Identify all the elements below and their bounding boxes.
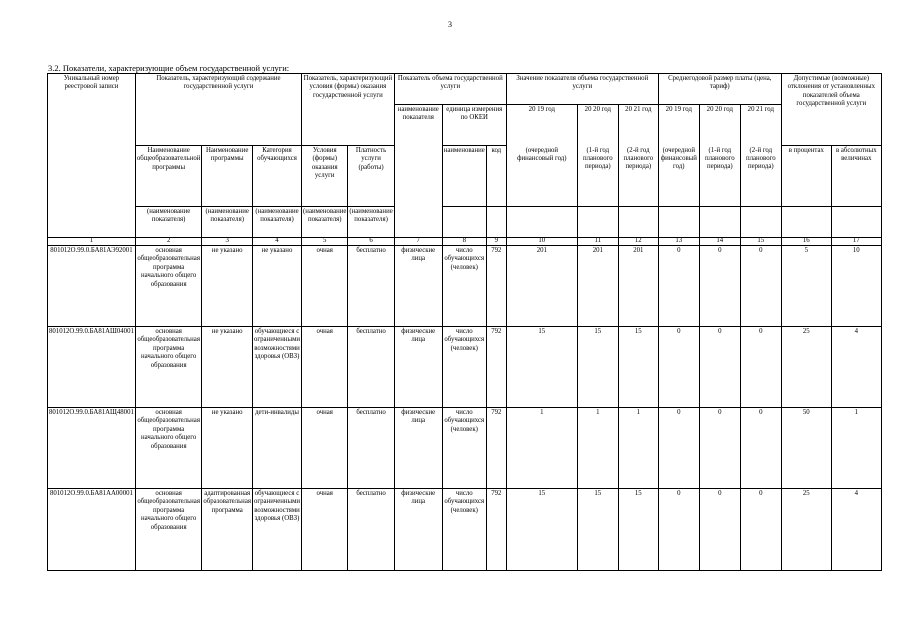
header-sub-4: (наименование показателя) bbox=[252, 207, 301, 238]
code-cell: 792 bbox=[486, 407, 506, 488]
registry-id: 801012О.99.0.БА81АШ04001 bbox=[48, 326, 136, 407]
header-period-11: (1-й год планового периода) bbox=[577, 146, 618, 207]
header-spacer bbox=[740, 207, 781, 238]
value-2020-cell: 15 bbox=[577, 326, 618, 407]
column-number: 11 bbox=[577, 238, 618, 246]
program-cell: основная общеобразовательная программа начального общего образования bbox=[135, 245, 202, 326]
column-number: 17 bbox=[831, 238, 881, 246]
value-2020-cell: 15 bbox=[577, 488, 618, 570]
program-name-cell: не указано bbox=[202, 407, 253, 488]
column-number: 7 bbox=[394, 238, 442, 246]
header-spacer bbox=[48, 207, 136, 238]
registry-id: 801012О.99.0.БА81АЭ92001 bbox=[48, 245, 136, 326]
header-indicator-name: наименование показателя bbox=[394, 105, 442, 207]
price-2020-cell: 0 bbox=[699, 488, 740, 570]
header-group-content: Показатель, характеризующий содержание государственной услуги bbox=[135, 74, 301, 146]
column-number: 3 bbox=[202, 238, 253, 246]
registry-id: 801012О.99.0.БА81АЩ48001 bbox=[48, 407, 136, 488]
price-2020-cell: 0 bbox=[699, 245, 740, 326]
header-sub-6: (наименование показателя) bbox=[348, 207, 394, 238]
header-deviation-percent: в процентах bbox=[781, 146, 831, 207]
column-number: 2 bbox=[135, 238, 202, 246]
unit-cell: число обучающихся (человек) bbox=[442, 488, 486, 570]
program-cell: основная общеобразовательная программа начального общего образования bbox=[135, 326, 202, 407]
header-spacer bbox=[394, 207, 442, 238]
price-2019-cell: 0 bbox=[658, 326, 699, 407]
code-cell: 792 bbox=[486, 245, 506, 326]
table-row bbox=[48, 326, 882, 407]
indicator-cell: физические лица bbox=[394, 488, 442, 570]
value-2021-cell: 1 bbox=[618, 407, 658, 488]
header-spacer bbox=[699, 207, 740, 238]
section-title: 3.2. Показатели, характеризующие объем государственной услуги: bbox=[48, 63, 290, 73]
column-number: 1 bbox=[48, 238, 136, 246]
category-cell: обучающиеся с ограниченными возможностями здоровья (ОВЗ) bbox=[252, 326, 301, 407]
header-group-value: Значение показателя объема государственной услуги bbox=[506, 74, 658, 105]
category-cell: не указано bbox=[252, 245, 301, 326]
payment-cell: бесплатно bbox=[348, 326, 394, 407]
header-year-12: 20 21 год bbox=[618, 105, 658, 146]
header-sub-2: (наименование показателя) bbox=[135, 207, 202, 238]
indicator-cell: физические лица bbox=[394, 326, 442, 407]
header-deviation-absolute: в абсолютных величинах bbox=[831, 146, 881, 207]
program-name-cell: не указано bbox=[202, 245, 253, 326]
header-unit-code: код bbox=[486, 146, 506, 207]
price-2021-cell: 0 bbox=[740, 245, 781, 326]
header-okei-unit: единица измерения по ОКЕИ bbox=[442, 105, 506, 146]
value-2021-cell: 15 bbox=[618, 488, 658, 570]
unit-cell: число обучающихся (человек) bbox=[442, 407, 486, 488]
header-program: Наименование общеобразовательной программы bbox=[135, 146, 202, 207]
price-2019-cell: 0 bbox=[658, 245, 699, 326]
price-2020-cell: 0 bbox=[699, 407, 740, 488]
value-2019-cell: 1 bbox=[506, 407, 577, 488]
code-cell: 792 bbox=[486, 488, 506, 570]
column-number: 14 bbox=[699, 238, 740, 246]
deviation-percent-cell: 25 bbox=[781, 488, 831, 570]
header-sub-5: (наименование показателя) bbox=[302, 207, 348, 238]
header-period-13: (очередной финансовый год) bbox=[658, 146, 699, 207]
price-2020-cell: 0 bbox=[699, 326, 740, 407]
header-year-10: 20 19 год bbox=[506, 105, 577, 146]
value-2019-cell: 15 bbox=[506, 326, 577, 407]
price-2019-cell: 0 bbox=[658, 488, 699, 570]
header-period-15: (2-й год планового периода) bbox=[740, 146, 781, 207]
value-2021-cell: 201 bbox=[618, 245, 658, 326]
deviation-percent-cell: 5 bbox=[781, 245, 831, 326]
deviation-absolute-cell: 1 bbox=[831, 407, 881, 488]
unit-cell: число обучающихся (человек) bbox=[442, 245, 486, 326]
header-period-10: (очередной финансовый год) bbox=[506, 146, 577, 207]
table-row bbox=[48, 407, 882, 488]
form-cell: очная bbox=[302, 488, 348, 570]
header-payment: Платность услуги (работы) bbox=[348, 146, 394, 207]
value-2020-cell: 201 bbox=[577, 245, 618, 326]
column-number: 10 bbox=[506, 238, 577, 246]
header-year-15: 20 21 год bbox=[740, 105, 781, 146]
table-row bbox=[48, 245, 882, 326]
header-spacer bbox=[486, 207, 506, 238]
program-cell: основная общеобразовательная программа начального общего образования bbox=[135, 407, 202, 488]
volume-indicators-table bbox=[47, 73, 882, 571]
header-program-name: Наименование программы bbox=[202, 146, 253, 207]
payment-cell: бесплатно bbox=[348, 488, 394, 570]
header-spacer bbox=[618, 207, 658, 238]
header-group-conditions: Показатель, характеризующий условия (формы) оказания государственной услуги bbox=[302, 74, 395, 146]
header-spacer bbox=[781, 207, 831, 238]
form-cell: очная bbox=[302, 326, 348, 407]
header-unit-name: наименование bbox=[442, 146, 486, 207]
form-cell: очная bbox=[302, 245, 348, 326]
indicator-cell: физические лица bbox=[394, 407, 442, 488]
value-2019-cell: 15 bbox=[506, 488, 577, 570]
deviation-percent-cell: 50 bbox=[781, 407, 831, 488]
column-number: 16 bbox=[781, 238, 831, 246]
code-cell: 792 bbox=[486, 326, 506, 407]
category-cell: обучающиеся с ограниченными возможностями здоровья (ОВЗ) bbox=[252, 488, 301, 570]
column-number: 8 bbox=[442, 238, 486, 246]
form-cell: очная bbox=[302, 407, 348, 488]
header-spacer bbox=[831, 207, 881, 238]
deviation-absolute-cell: 10 bbox=[831, 245, 881, 326]
payment-cell: бесплатно bbox=[348, 245, 394, 326]
price-2019-cell: 0 bbox=[658, 407, 699, 488]
payment-cell: бесплатно bbox=[348, 407, 394, 488]
header-spacer bbox=[506, 207, 577, 238]
header-year-13: 20 19 год bbox=[658, 105, 699, 146]
program-name-cell: не указано bbox=[202, 326, 253, 407]
header-sub-3: (наименование показателя) bbox=[202, 207, 253, 238]
header-group-price: Среднегодовой размер платы (цена, тариф) bbox=[658, 74, 781, 105]
header-category: Категория обучающихся bbox=[252, 146, 301, 207]
value-2020-cell: 1 bbox=[577, 407, 618, 488]
header-group-volume: Показатель объема государственной услуги bbox=[394, 74, 506, 105]
deviation-absolute-cell: 4 bbox=[831, 326, 881, 407]
column-number: 4 bbox=[252, 238, 301, 246]
price-2021-cell: 0 bbox=[740, 326, 781, 407]
unit-cell: число обучающихся (человек) bbox=[442, 326, 486, 407]
deviation-absolute-cell: 4 bbox=[831, 488, 881, 570]
header-year-14: 20 20 год bbox=[699, 105, 740, 146]
price-2021-cell: 0 bbox=[740, 488, 781, 570]
header-period-14: (1-й год планового периода) bbox=[699, 146, 740, 207]
header-spacer bbox=[658, 207, 699, 238]
registry-id: 801012О.99.0.БА81АА00001 bbox=[48, 488, 136, 570]
category-cell: дети-инвалиды bbox=[252, 407, 301, 488]
column-number: 6 bbox=[348, 238, 394, 246]
header-year-11: 20 20 год bbox=[577, 105, 618, 146]
header-spacer bbox=[577, 207, 618, 238]
table-row bbox=[48, 488, 882, 570]
header-spacer bbox=[442, 207, 486, 238]
column-number: 15 bbox=[740, 238, 781, 246]
value-2021-cell: 15 bbox=[618, 326, 658, 407]
indicator-cell: физические лица bbox=[394, 245, 442, 326]
value-2019-cell: 201 bbox=[506, 245, 577, 326]
deviation-percent-cell: 25 bbox=[781, 326, 831, 407]
column-numbers-row bbox=[48, 238, 882, 246]
header-group-deviation: Допустимые (возможные) отклонения от установленных показателей объема государственной услуги bbox=[781, 74, 881, 146]
header-period-12: (2-й год планового периода) bbox=[618, 146, 658, 207]
column-number: 5 bbox=[302, 238, 348, 246]
price-2021-cell: 0 bbox=[740, 407, 781, 488]
program-name-cell: адаптированная образовательная программа bbox=[202, 488, 253, 570]
column-number: 13 bbox=[658, 238, 699, 246]
header-form: Условия (формы) оказания услуги bbox=[302, 146, 348, 207]
column-number: 12 bbox=[618, 238, 658, 246]
column-number: 9 bbox=[486, 238, 506, 246]
header-unique-number: Уникальный номер реестровой записи bbox=[48, 74, 136, 207]
program-cell: основная общеобразовательная программа начального общего образования bbox=[135, 488, 202, 570]
page-number: 3 bbox=[448, 20, 452, 29]
